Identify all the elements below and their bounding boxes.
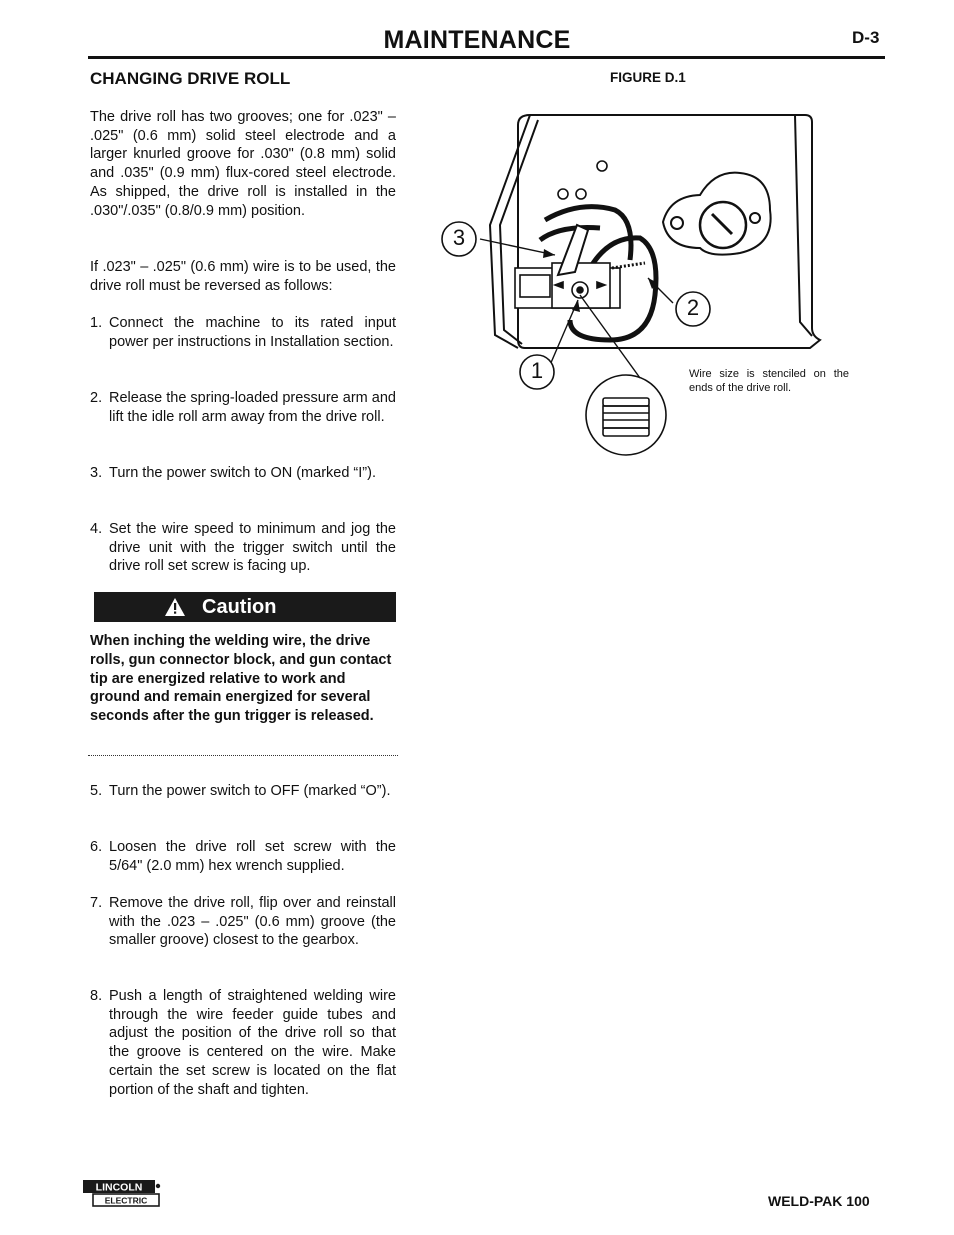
wire-spindle-flange bbox=[663, 173, 771, 255]
step-number: 2. bbox=[90, 390, 103, 406]
step-item bbox=[90, 894, 396, 950]
logo-text-lincoln: LINCOLN bbox=[95, 1181, 143, 1194]
step-number: 3. bbox=[90, 465, 103, 481]
step-text: Remove the drive roll, flip over and reinstall with the .023 – .025" (0.6 mm) groove (the smaller groove) closest to the gearbox. bbox=[109, 895, 396, 949]
step-number: 7. bbox=[90, 895, 103, 911]
figure-note: Wire size is stenciled on the ends of the drive roll. bbox=[689, 368, 849, 394]
product-name: WELD-PAK 100 bbox=[768, 1193, 870, 1209]
machine-housing-illustration bbox=[490, 115, 820, 348]
step-item bbox=[90, 314, 396, 351]
step-number: 4. bbox=[90, 521, 103, 537]
caution-text: When inching the welding wire, the drive rolls, gun connector block, and gun contact tip are energized relative to work and ground and remain energized for several seconds after the gun trigger is released. bbox=[90, 633, 392, 725]
step-text: Set the wire speed to minimum and jog the drive unit with the trigger switch until the drive roll set screw is facing up. bbox=[109, 521, 396, 575]
step-text: Loosen the drive roll set screw with the 5/64" (2.0 mm) hex wrench supplied. bbox=[109, 839, 396, 874]
drive-roll-figure bbox=[430, 100, 850, 460]
step-text: Turn the power switch to OFF (marked “O”). bbox=[109, 783, 391, 799]
intro-paragraph: The drive roll has two grooves; one for .023" – .025" (0.6 mm) solid steel electrode and a larger knurled groove for .030" (0.8 mm) solid and .035" (0.9 mm) flux-cored steel electrode. As shipped, the drive roll is installed in the .030"/.035" (0.8/0.9 mm) position. bbox=[90, 109, 396, 219]
dotted-divider bbox=[88, 755, 398, 756]
step-text: Turn the power switch to ON (marked “I”). bbox=[109, 465, 376, 481]
page-title: MAINTENANCE bbox=[383, 26, 571, 54]
warning-triangle-icon bbox=[164, 597, 186, 617]
step-item bbox=[90, 987, 396, 1099]
step-item bbox=[90, 389, 396, 426]
drive-roll-inset bbox=[586, 375, 666, 455]
step-number: 6. bbox=[90, 839, 103, 855]
lincoln-electric-logo bbox=[80, 1178, 162, 1208]
title-rule bbox=[88, 56, 885, 59]
step-item bbox=[90, 520, 396, 576]
section-heading: CHANGING DRIVE ROLL bbox=[90, 69, 291, 88]
callout-number-1: 1 bbox=[530, 358, 544, 383]
caution-label: Caution bbox=[202, 595, 277, 618]
caution-banner bbox=[94, 592, 396, 622]
step-item bbox=[90, 782, 396, 801]
step-text: Release the spring-loaded pressure arm and lift the idle roll arm away from the drive roll. bbox=[109, 390, 396, 425]
step-item bbox=[90, 464, 396, 483]
step-number: 1. bbox=[90, 315, 103, 331]
intro-paragraph: If .023" – .025" (0.6 mm) wire is to be used, the drive roll must be reversed as follows: bbox=[90, 259, 396, 294]
logo-text-electric: ELECTRIC bbox=[104, 1195, 148, 1206]
step-text: Push a length of straightened welding wire through the wire feeder guide tubes and adjust the position of the drive roll so that the groove is centered on the wire. Make certain the set screw is located on the flat portion of the shaft and tighten. bbox=[109, 988, 396, 1098]
step-item bbox=[90, 838, 396, 875]
panel-holes bbox=[558, 161, 607, 199]
step-text: Connect the machine to its rated input power per instructions in Installation section. bbox=[109, 315, 396, 350]
page-number: D-3 bbox=[852, 28, 880, 47]
callout-number-3: 3 bbox=[452, 225, 466, 250]
step-number: 5. bbox=[90, 783, 103, 799]
step-number: 8. bbox=[90, 988, 103, 1004]
callout-number-2: 2 bbox=[686, 295, 700, 320]
figure-label: FIGURE D.1 bbox=[610, 70, 686, 85]
